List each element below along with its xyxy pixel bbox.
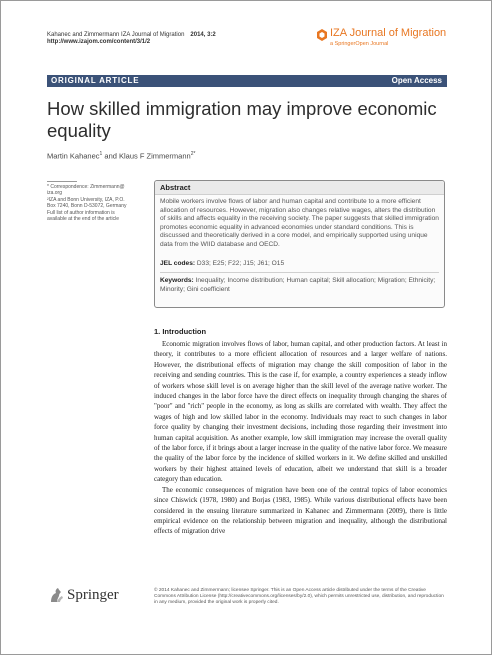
sidebar-divider [47, 181, 77, 182]
abstract-header-band [155, 181, 444, 195]
open-access-label: Open Access [391, 76, 442, 85]
article-title: How skilled immigration may improve economic equality [47, 98, 437, 141]
journal-subtitle: a SpringerOpen Journal [330, 41, 389, 47]
keywords: Keywords: Inequality; Income distribution; Human capital; Skill allocation; Migration; Ethnicity; Minority; Gini coefficient [160, 277, 436, 293]
license-footer: © 2014 Kahanec and Zimmermann; licensee Springer. This is an Open Access article distributed under the terms of the Creative Commons Attribution License (http://creativecommons.org/licenses/by/2.0), which permits unrestricted use, distribution, and reproduction in any medium, provided the original work is properly cited. [154, 588, 444, 606]
journal-logo [317, 27, 457, 51]
volume-info: 2014, 3:2 [190, 32, 216, 38]
jel-codes: JEL codes: D33; E25; F22; J15; J61; O15 [160, 260, 285, 267]
author-list: Martin Kahanec$^1$ and Klaus F Zimmermann$^{2*}$ [47, 151, 196, 161]
article-type-label: ORIGINAL ARTICLE [51, 76, 140, 85]
abstract-heading: Abstract [160, 183, 191, 192]
body-text [154, 339, 447, 537]
publisher-logo [47, 586, 147, 606]
abstract-divider [160, 272, 439, 273]
correspondence-sidebar: * Correspondence: Zimmermann@ iza.org ²IZA and Bonn University, IZA, P.O. Box 7240, Bonn D-53072, Germany Full list of author information is available at the end of the article [47, 181, 145, 222]
article-url[interactable]: http://www.izajom.com/content/3/1/2 [47, 39, 151, 45]
paragraph: Economic migration involves flows of labor, human capital, and other production factors. At least in theory, it contributes to a more efficient allocation of resources and a larger welfare of nations. However, the distributional effects of migration may change the skill composition of labor in the receiving and sending countries. This is the case if, for example, a country experiences a steady inflow of workers whose skill level is on average higher than the skill level of the average native worker. The induced changes in the labor force have the direct effects on inequality through changing the shares of "poor" and "rich" people in the economy, as long as skills are correlated with wealth. They affect the wages of high and low skilled labor in the economy. Individuals may react to such changes in labor force quality by changing their investment decisions, including those regarding their investment into human capital acquisition. As another example, low skill immigration may increase the overall quality of the labor force, if it brings about a larger increase in the quality of the native labor force. We measure the quality of the labor force by the incidence of skilled workers in it. We define skilled and unskilled workers by their highest attained levels of education, albeit we understand that skill is a broader category than education. [154, 340, 447, 484]
author-name[interactable]: Klaus F Zimmermann [119, 151, 191, 161]
running-citation: Kahanec and Zimmermann IZA Journal of Migration 2014, 3:2 [47, 32, 216, 38]
paragraph: The economic consequences of migration have been one of the central topics of labor economics since Chiswick (1978, 1980) and Borjas (1983, 1985). While various distributional effects have been considered in the ensuing literature summarized in Kahanec and Zimmermann (2009), there is little empirical evidence on the relationship between migration and inequality, although the distributional effects of migration drive [154, 485, 447, 536]
abstract-text: Mobile workers involve flows of labor and human capital and contribute to a more efficient allocation of resources. However, migration also changes relative wages, alters the distribution of skills and affects equality in the receiving society. The paper suggests that skilled immigration promotes economic equality in advanced economies under standard conditions. This is discussed and theoretically derived in a core model, and empirically supported using unique data from the WIID database and OECD. [160, 198, 439, 248]
publisher-name: Springer [67, 587, 119, 603]
journal-name: IZA Journal of Migration [330, 27, 447, 39]
journal-logo-icon [317, 29, 327, 41]
section-heading: 1. Introduction [154, 327, 207, 336]
abstract-box [154, 180, 445, 308]
springer-horse-icon [47, 586, 65, 604]
author-name[interactable]: Martin Kahanec [47, 151, 100, 161]
article-type-bar [47, 75, 447, 87]
